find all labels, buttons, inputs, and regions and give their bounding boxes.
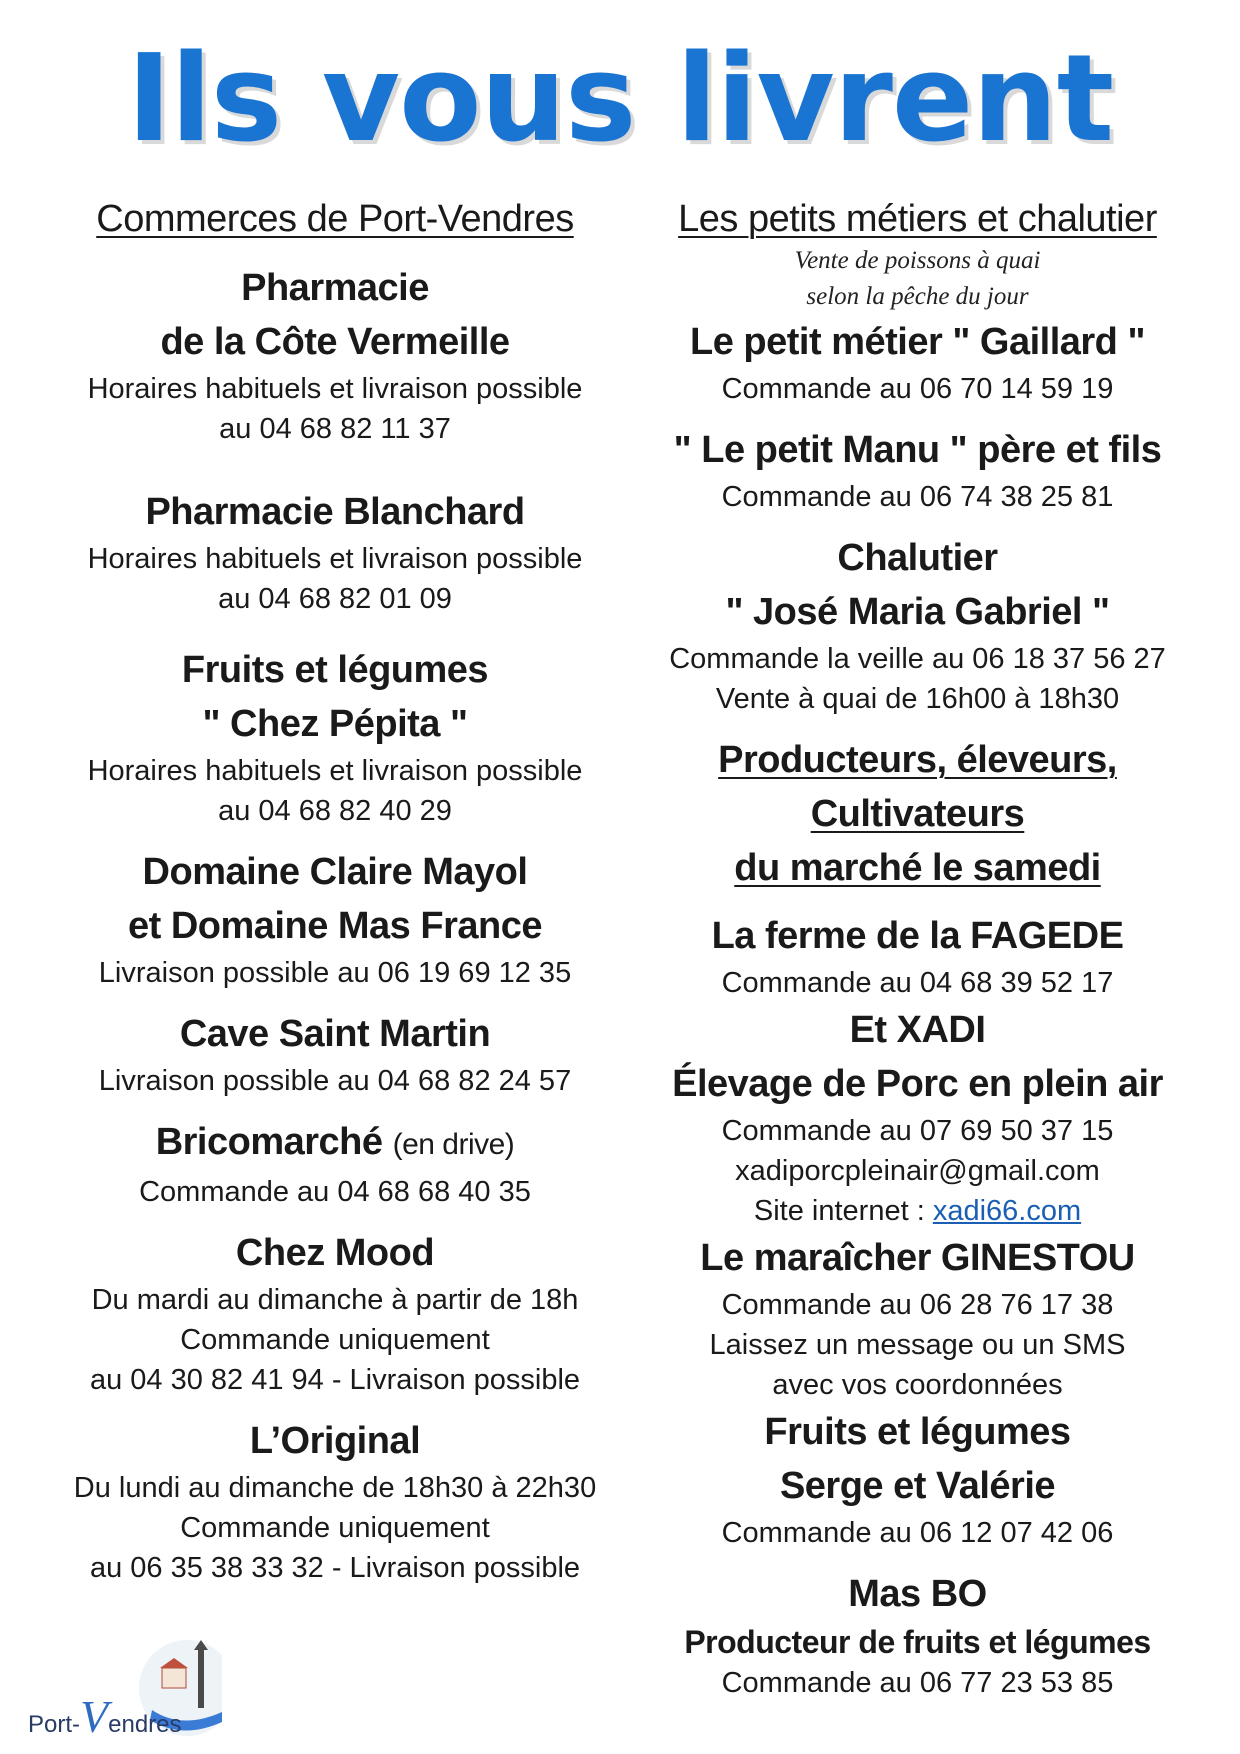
producer-name: Et XADI: [849, 1009, 986, 1051]
shop-info: Du mardi au dimanche à partir de 18h: [91, 1284, 579, 1316]
logo-text: Port-Vendres: [28, 1691, 182, 1742]
shop-phone: au 04 68 82 01 09: [218, 583, 452, 615]
producer-name: Élevage de Porc en plein air: [672, 1063, 1163, 1105]
producer-phone: Commande au 06 77 23 53 85: [721, 1667, 1114, 1699]
producer-xadi: [645, 1003, 1190, 1231]
shop-name: [70, 1115, 600, 1172]
shop-l-original: [70, 1414, 600, 1588]
section-heading-producers: [645, 733, 1190, 895]
shop-name-main: Bricomarché: [155, 1121, 383, 1163]
shop-name: Fruits et légumes: [181, 649, 489, 691]
producer-mas-bo: [645, 1567, 1190, 1703]
producer-name: La ferme de la FAGEDE: [711, 915, 1124, 957]
shop-phone: au 04 68 82 11 37: [219, 413, 451, 445]
fisher-name: Chalutier: [837, 537, 998, 579]
fisher-gaillard: [645, 315, 1190, 409]
producer-ginestou: [645, 1231, 1190, 1405]
producer-info: Laissez un message ou un SMS: [709, 1329, 1126, 1361]
shop-name: Chez Mood: [235, 1232, 435, 1274]
fisher-phone: Commande la veille au 06 18 37 56 27: [669, 643, 1166, 675]
port-vendres-logo: [22, 1640, 222, 1740]
shop-name: de la Côte Vermeille: [160, 321, 510, 363]
fisher-phone: Commande au 06 74 38 25 81: [721, 481, 1114, 513]
fisher-hours: Vente à quai de 16h00 à 18h30: [715, 683, 1120, 715]
producer-name: Le maraîcher GINESTOU: [700, 1237, 1135, 1279]
producer-name: Serge et Valérie: [779, 1465, 1056, 1507]
shop-info: Commande uniquement: [180, 1324, 490, 1356]
shop-phone: au 04 68 82 40 29: [218, 795, 452, 827]
producer-website: [645, 1191, 1190, 1231]
producers-heading-line: Cultivateurs: [810, 793, 1025, 835]
section-heading-fishers: Les petits métiers et chalutier: [678, 198, 1157, 240]
producer-fagede: [645, 909, 1190, 1003]
shop-name: Domaine Claire Mayol: [142, 851, 528, 893]
fisher-name: " Le petit Manu " père et fils: [673, 429, 1162, 471]
shop-phone: Livraison possible au 04 68 82 24 57: [98, 1065, 572, 1097]
fisher-phone: Commande au 06 70 14 59 19: [721, 373, 1114, 405]
producers-column: [645, 195, 1190, 1703]
shop-info: Horaires habituels et livraison possible: [87, 373, 583, 405]
shop-name: " Chez Pépita ": [202, 703, 468, 745]
shop-name-extra: (en drive): [392, 1128, 515, 1161]
shop-info: Horaires habituels et livraison possible: [87, 543, 583, 575]
shop-phone: au 04 30 82 41 94 - Livraison possible: [89, 1364, 581, 1396]
shop-bricomarche: [70, 1115, 600, 1212]
shop-info: Commande uniquement: [180, 1512, 490, 1544]
shop-name: Pharmacie: [241, 267, 429, 309]
page-title: Ils vous livrent: [126, 30, 1114, 169]
section-subtitle: selon la pêche du jour: [806, 283, 1029, 310]
shop-chez-mood: [70, 1226, 600, 1400]
shop-info: Horaires habituels et livraison possible: [87, 755, 583, 787]
producer-subname: Producteur de fruits et légumes: [684, 1624, 1151, 1660]
section-subtitle: Vente de poissons à quai: [794, 247, 1041, 274]
producer-phone: Commande au 07 69 50 37 15: [721, 1115, 1114, 1147]
producers-heading-line: du marché le samedi: [734, 847, 1101, 889]
fisher-petit-manu: [645, 423, 1190, 517]
shop-phone: au 06 35 38 33 32 - Livraison possible: [89, 1552, 581, 1584]
producers-heading-line: Producteurs, éleveurs,: [718, 739, 1117, 781]
fisher-name: Le petit métier " Gaillard ": [690, 321, 1145, 363]
shop-domaine-mayol: [70, 845, 600, 993]
section-heading-shops: Commerces de Port-Vendres: [96, 198, 574, 240]
producer-phone: Commande au 04 68 39 52 17: [721, 967, 1114, 999]
shop-phone: Commande au 04 68 68 40 35: [139, 1176, 531, 1208]
website-label: Site internet :: [753, 1195, 933, 1227]
producer-email[interactable]: xadiporcpleinair@gmail.com: [735, 1155, 1100, 1187]
shop-name: Cave Saint Martin: [179, 1013, 491, 1055]
producer-phone: Commande au 06 12 07 42 06: [721, 1517, 1114, 1549]
shop-pharmacie-blanchard: [70, 485, 600, 619]
shop-chez-pepita: [70, 643, 600, 831]
fisher-chalutier: [645, 531, 1190, 719]
shop-info: Du lundi au dimanche de 18h30 à 22h30: [73, 1472, 597, 1504]
producer-serge-valerie: [645, 1405, 1190, 1553]
website-link[interactable]: xadi66.com: [932, 1195, 1082, 1227]
producer-name: Mas BO: [848, 1573, 987, 1615]
producer-name: Fruits et légumes: [764, 1411, 1071, 1453]
shop-phone: Livraison possible au 06 19 69 12 35: [98, 957, 572, 989]
fisher-name: " José Maria Gabriel ": [725, 591, 1110, 633]
shops-column: [70, 195, 600, 1588]
producer-phone: Commande au 06 28 76 17 38: [721, 1289, 1114, 1321]
shop-name: Pharmacie Blanchard: [145, 491, 525, 533]
shop-name: et Domaine Mas France: [128, 905, 542, 947]
shop-cave-saint-martin: [70, 1007, 600, 1101]
producer-info: avec vos coordonnées: [772, 1369, 1063, 1401]
shop-pharmacie-cote-vermeille: [70, 261, 600, 449]
shop-name: L’Original: [249, 1420, 421, 1462]
